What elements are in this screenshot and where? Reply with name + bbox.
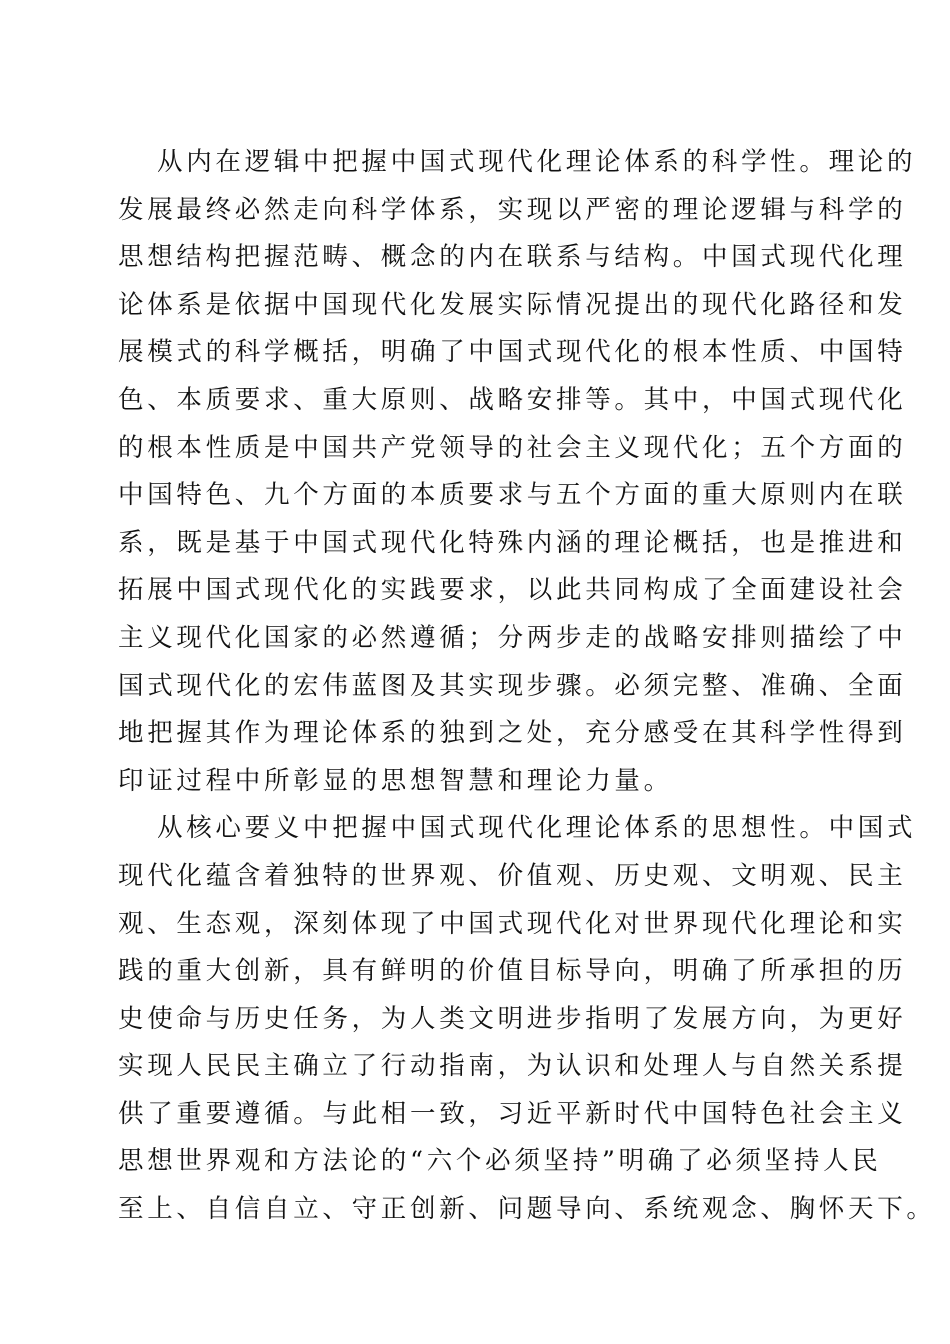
paragraph-line: 从内在逻辑中把握中国式现代化理论体系的科学性。理论的 (157, 147, 917, 177)
paragraph-line: 主义现代化国家的必然遵循；分两步走的战略安排则描绘了中 (118, 622, 907, 653)
paragraph-line: 发展最终必然走向科学体系，实现以严密的理论逻辑与科学的 (118, 194, 907, 225)
paragraph-line: 思想结构把握范畴、概念的内在联系与结构。中国式现代化理 (118, 242, 907, 273)
paragraph-line: 观、生态观，深刻体现了中国式现代化对世界现代化理论和实 (118, 908, 907, 939)
paragraph-line: 国式现代化的宏伟蓝图及其实现步骤。必须完整、准确、全面 (118, 670, 907, 701)
paragraph-line: 的根本性质是中国共产党领导的社会主义现代化；五个方面的 (118, 432, 907, 463)
paragraph-ideological (118, 805, 936, 1233)
paragraph-line: 史使命与历史任务，为人类文明进步指明了发展方向，为更好 (118, 1003, 907, 1034)
paragraph-line: 地把握其作为理论体系的独到之处，充分感受在其科学性得到 (118, 718, 907, 749)
paragraph-line: 色、本质要求、重大原则、战略安排等。其中，中国式现代化 (118, 384, 907, 415)
paragraph-scientific (118, 139, 917, 805)
paragraph-line: 印证过程中所彰显的思想智慧和理论力量。 (118, 765, 673, 796)
paragraph-line: 拓展中国式现代化的实践要求，以此共同构成了全面建设社会 (118, 575, 907, 606)
paragraph-line: 展模式的科学概括，明确了中国式现代化的根本性质、中国特 (118, 337, 907, 368)
paragraph-line: 系，既是基于中国式现代化特殊内涵的理论概括，也是推进和 (118, 527, 907, 558)
paragraph-line: 至上、自信自立、守正创新、问题导向、系统观念、胸怀天下。 (118, 1194, 936, 1225)
paragraph-line: 供了重要遵循。与此相一致，习近平新时代中国特色社会主义 (118, 1098, 907, 1129)
paragraph-line: 中国特色、九个方面的本质要求与五个方面的重大原则内在联 (118, 480, 907, 511)
paragraph-line: 思想世界观和方法论的“六个必须坚持”明确了必须坚持人民 (118, 1146, 882, 1177)
paragraph-line: 实现人民民主确立了行动指南，为认识和处理人与自然关系提 (118, 1051, 907, 1082)
paragraph-line: 从核心要义中把握中国式现代化理论体系的思想性。中国式 (157, 813, 917, 844)
paragraph-line: 践的重大创新，具有鲜明的价值目标导向，明确了所承担的历 (118, 956, 907, 987)
paragraph-line: 现代化蕴含着独特的世界观、价值观、历史观、文明观、民主 (118, 860, 907, 891)
paragraph-line: 论体系是依据中国现代化发展实际情况提出的现代化路径和发 (118, 289, 907, 320)
body-text (118, 139, 936, 1234)
